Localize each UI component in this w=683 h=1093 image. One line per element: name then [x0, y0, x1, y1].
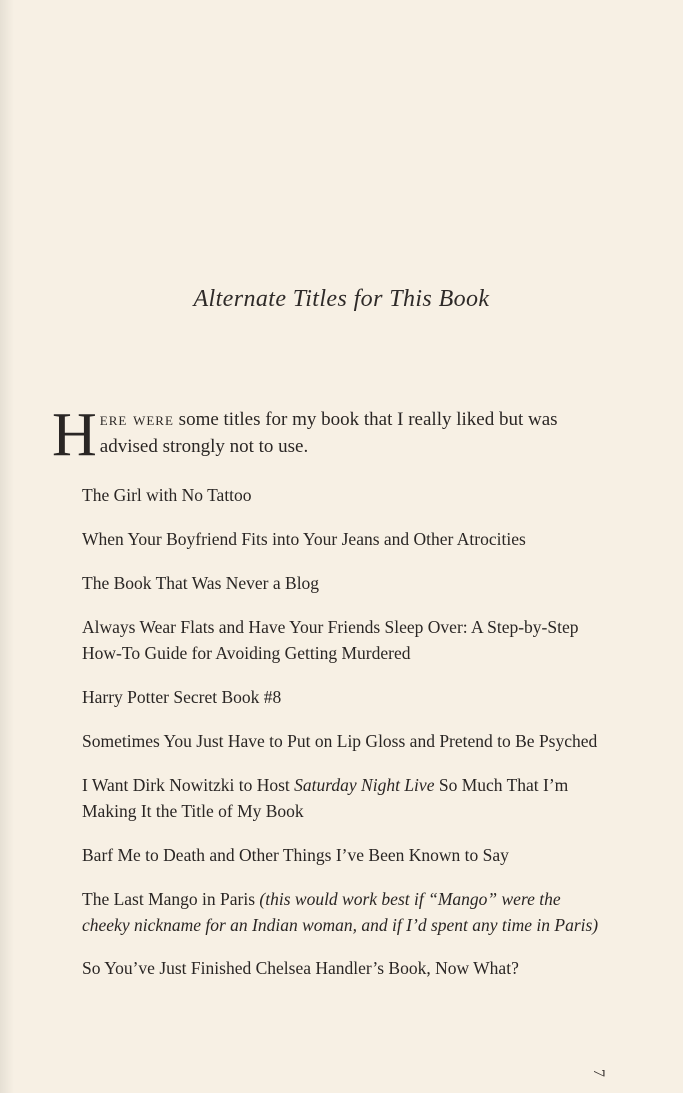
title-text: When Your Boyfriend Fits into Your Jeans and Other Atrocities: [82, 529, 526, 549]
title-text: The Girl with No Tattoo: [82, 485, 252, 505]
alternate-titles-list: [82, 482, 612, 999]
title-italic-text: (this would work best if “Mango” were the cheeky nickname for an Indian woman, and if I’d spent any time in Paris): [82, 889, 599, 935]
title-item: [82, 526, 612, 552]
title-text: The Book That Was Never a Blog: [82, 573, 320, 593]
intro-paragraph: [52, 401, 612, 469]
title-text: So Much That I’m Making It the Title of My Book: [82, 775, 569, 821]
page-number: 7: [590, 1069, 607, 1077]
title-item: [82, 728, 612, 754]
title-text: The Last Mango in Paris: [82, 889, 260, 909]
title-item: [82, 842, 612, 868]
title-item: [82, 886, 612, 938]
title-text: Harry Potter Secret Book #8: [82, 687, 282, 707]
title-text: Always Wear Flats and Have Your Friends Sleep Over: A Step-by-Step How-To Guide for Avoiding Getting Murdered: [82, 617, 579, 663]
intro-lead-small-caps: ere were: [99, 409, 174, 430]
title-item: [82, 772, 612, 824]
chapter-title: Alternate Titles for This Book: [193, 286, 490, 312]
intro-text: some titles for my book that I really liked but was advised strongly not to use.: [99, 409, 558, 457]
title-item: [82, 684, 612, 710]
title-item: [82, 955, 612, 981]
title-text: Barf Me to Death and Other Things I’ve Been Known to Say: [82, 845, 509, 865]
title-text: So You’ve Just Finished Chelsea Handler’s Book, Now What?: [82, 958, 519, 978]
title-text: Sometimes You Just Have to Put on Lip Gloss and Pretend to Be Psyched: [82, 731, 598, 751]
title-item: [82, 482, 612, 508]
title-italic-text: Saturday Night Live: [294, 775, 435, 795]
title-text: I Want Dirk Nowitzki to Host: [82, 775, 295, 795]
title-item: [82, 570, 612, 596]
drop-cap: H: [52, 401, 97, 469]
page-gutter-shadow: [0, 0, 14, 1093]
title-item: [82, 614, 612, 666]
